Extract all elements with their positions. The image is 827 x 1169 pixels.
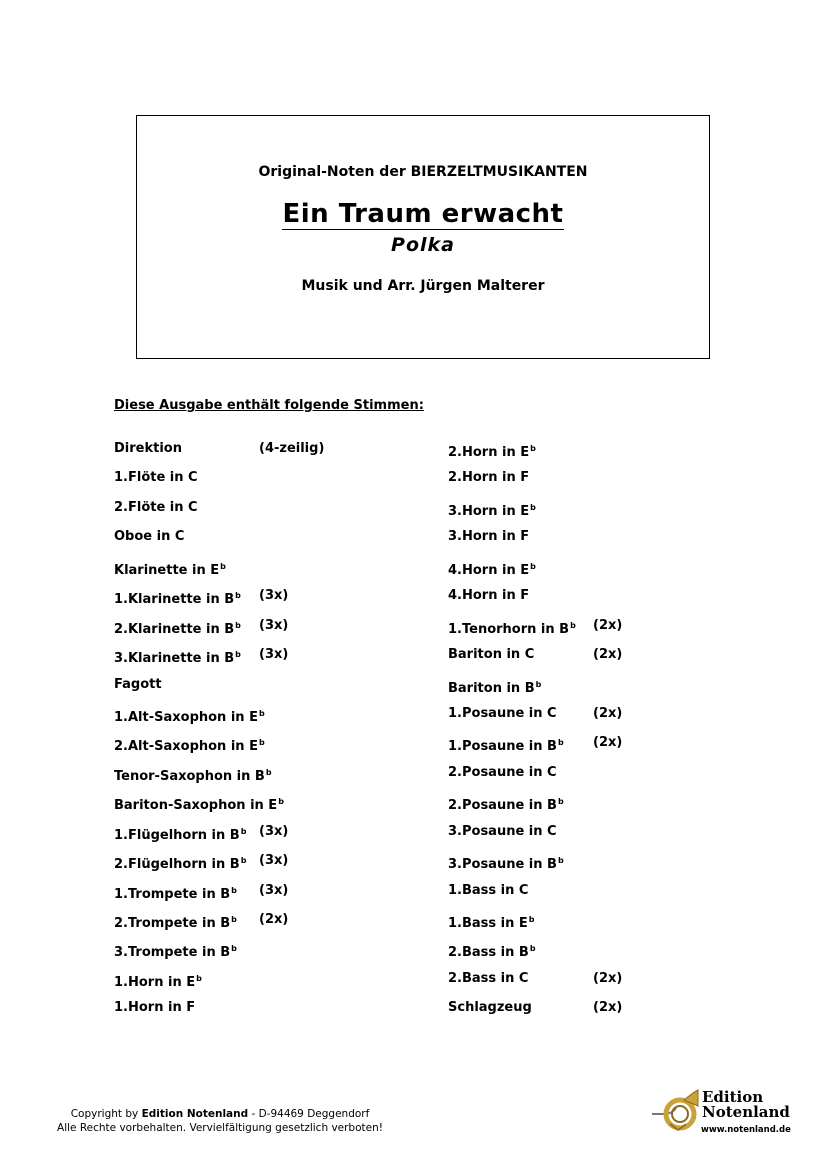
part-name [114, 941, 237, 961]
part-name-text: 3.Trompete in B [114, 945, 231, 961]
parts-intro: Diese Ausgabe enthält folgende Stimmen: [114, 398, 424, 413]
part-name [114, 677, 162, 693]
part-name [448, 441, 536, 461]
flat-sign: b [235, 650, 241, 660]
logo-url: www.notenland.de [701, 1125, 791, 1135]
part-count: (2x) [593, 1000, 623, 1016]
part-count: (3x) [259, 823, 289, 839]
part-name [448, 735, 564, 755]
flat-sign: b [278, 797, 284, 807]
part-name [448, 853, 564, 873]
part-count: (2x) [593, 970, 623, 986]
horn-icon [650, 1088, 702, 1134]
part-name [114, 765, 272, 785]
song-title [137, 199, 709, 229]
part-name [448, 1000, 532, 1016]
flat-sign: b [557, 856, 564, 866]
genre: Polka [391, 234, 455, 256]
part-name [448, 765, 557, 781]
part-name-text: 3.Klarinette in B [114, 651, 235, 667]
flat-sign: b [240, 856, 247, 866]
part-name-text: 1.Horn in E [114, 974, 196, 990]
series-title: Original-Noten der BIERZELTMUSIKANTEN [258, 164, 588, 180]
part-name-text: 4.Horn in E [448, 562, 530, 578]
part-name-text: 2.Horn in F [448, 470, 530, 486]
part-count: (2x) [259, 912, 289, 927]
part-name [114, 470, 198, 486]
part-name [114, 853, 246, 873]
flat-sign: b [235, 620, 241, 630]
logo-line-2: Notenland [702, 1103, 790, 1121]
part-name [114, 529, 184, 545]
part-name-text: Bariton-Saxophon in E [114, 798, 278, 814]
flat-sign: b [235, 591, 241, 601]
part-name-text: 2.Flöte in C [114, 499, 198, 515]
part-name-text: 3.Posaune in B [448, 857, 557, 873]
part-name-text: Tenor-Saxophon in B [114, 768, 265, 784]
part-count: (2x) [593, 617, 623, 633]
part-name-text: 1.Bass in E [448, 916, 528, 931]
copyright-line [40, 1107, 400, 1121]
part-name [114, 735, 265, 755]
publisher-logo [650, 1088, 791, 1138]
title-box [136, 115, 710, 359]
flat-sign: b [535, 679, 542, 689]
part-name-text: 3.Horn in E [448, 503, 530, 519]
part-count: (3x) [259, 647, 289, 663]
flat-sign: b [258, 738, 265, 748]
part-name-text: Fagott [114, 676, 162, 692]
flat-sign: b [258, 708, 265, 718]
part-name-text: 3.Horn in F [448, 529, 530, 545]
part-name-text: Bariton in B [448, 680, 535, 696]
part-name [114, 794, 284, 814]
part-name [114, 824, 246, 844]
part-name [448, 824, 557, 840]
flat-sign: b [220, 561, 226, 571]
flat-sign: b [530, 502, 536, 512]
part-name-text: 2.Posaune in B [448, 798, 557, 814]
part-name-text: Klarinette in E [114, 562, 220, 578]
part-name [448, 706, 557, 722]
part-name-text: 1.Trompete in B [114, 886, 231, 902]
part-name-text: 2.Alt-Saxophon in E [114, 739, 258, 755]
part-name [448, 912, 535, 932]
part-name-text: 1.Tenorhorn in B [448, 621, 570, 637]
part-name [114, 618, 241, 638]
flat-sign: b [528, 915, 535, 924]
part-name-text: 1.Klarinette in B [114, 592, 235, 608]
part-name-text: 1.Posaune in B [448, 739, 557, 755]
part-name-text: Schlagzeug [448, 1000, 532, 1016]
publisher-name: Edition Notenland [141, 1108, 249, 1120]
composer: Musik und Arr. Jürgen Malterer [301, 278, 545, 294]
part-name [448, 618, 576, 638]
part-name-text: 1.Posaune in C [448, 705, 557, 721]
part-name-text: Bariton in C [448, 647, 535, 663]
part-name-text: 2.Horn in E [448, 445, 530, 460]
part-name [448, 559, 536, 579]
part-name [448, 677, 541, 697]
part-name [114, 912, 237, 932]
flat-sign: b [557, 738, 564, 748]
part-count: (3x) [259, 853, 289, 869]
flat-sign: b [265, 767, 272, 777]
part-name [448, 883, 528, 899]
part-name-text: 2.Bass in B [448, 945, 529, 961]
part-name [448, 470, 529, 486]
copyright [40, 1107, 400, 1135]
copyright-prefix: Copyright by [70, 1108, 142, 1120]
part-name [448, 500, 536, 520]
part-name-text: 1.Flügelhorn in B [114, 827, 240, 843]
part-name-text: 1.Flöte in C [114, 470, 198, 486]
part-name [448, 647, 534, 663]
part-name [114, 500, 198, 516]
logo-line-1: Edition [702, 1088, 764, 1106]
part-name [114, 441, 182, 457]
part-count: (2x) [593, 705, 623, 721]
part-name-text: 2.Posaune in C [448, 764, 557, 780]
flat-sign: b [231, 915, 237, 924]
part-name-text: 1.Alt-Saxophon in E [114, 709, 258, 725]
flat-sign: b [557, 797, 564, 807]
flat-sign: b [240, 826, 247, 836]
part-name-text: 1.Bass in C [448, 882, 529, 898]
flat-sign: b [570, 620, 576, 630]
part-name-text: Direktion [114, 441, 182, 456]
part-name-text: 1.Horn in F [114, 1000, 196, 1016]
part-name-text: 2.Flügelhorn in B [114, 857, 240, 873]
part-name-text: Oboe in C [114, 529, 185, 545]
part-name [448, 588, 529, 604]
part-count: (3x) [259, 882, 289, 898]
part-count: (3x) [259, 588, 289, 604]
logo-text [702, 1090, 790, 1120]
part-name [114, 706, 265, 726]
part-name-text: 2.Klarinette in B [114, 621, 235, 637]
part-name [114, 647, 241, 667]
part-name [448, 529, 529, 545]
part-count: (3x) [259, 617, 289, 633]
part-name [114, 971, 202, 991]
publisher-address: - D-94469 Deggendorf [248, 1108, 370, 1120]
song-title-text: Ein Traum erwacht [282, 199, 564, 229]
flat-sign: b [231, 944, 237, 954]
flat-sign: b [196, 973, 202, 983]
part-name [114, 588, 241, 608]
flat-sign: b [529, 944, 536, 954]
part-name [448, 794, 564, 814]
flat-sign: b [530, 561, 536, 571]
part-count: (2x) [593, 735, 623, 751]
flat-sign: b [530, 444, 536, 453]
part-name-text: 2.Trompete in B [114, 916, 231, 931]
part-name-text: 4.Horn in F [448, 588, 530, 604]
part-name [448, 941, 536, 961]
part-name [114, 1000, 195, 1016]
part-name-text: 3.Posaune in C [448, 823, 557, 839]
flat-sign: b [231, 885, 237, 895]
part-count: (4-zeilig) [259, 441, 325, 456]
part-name [448, 971, 528, 987]
part-name-text: 2.Bass in C [448, 970, 529, 986]
part-name [114, 559, 226, 579]
rights-line: Alle Rechte vorbehalten. Vervielfältigung gesetzlich verboten! [57, 1122, 383, 1134]
part-name [114, 883, 237, 903]
part-count: (2x) [593, 647, 623, 663]
